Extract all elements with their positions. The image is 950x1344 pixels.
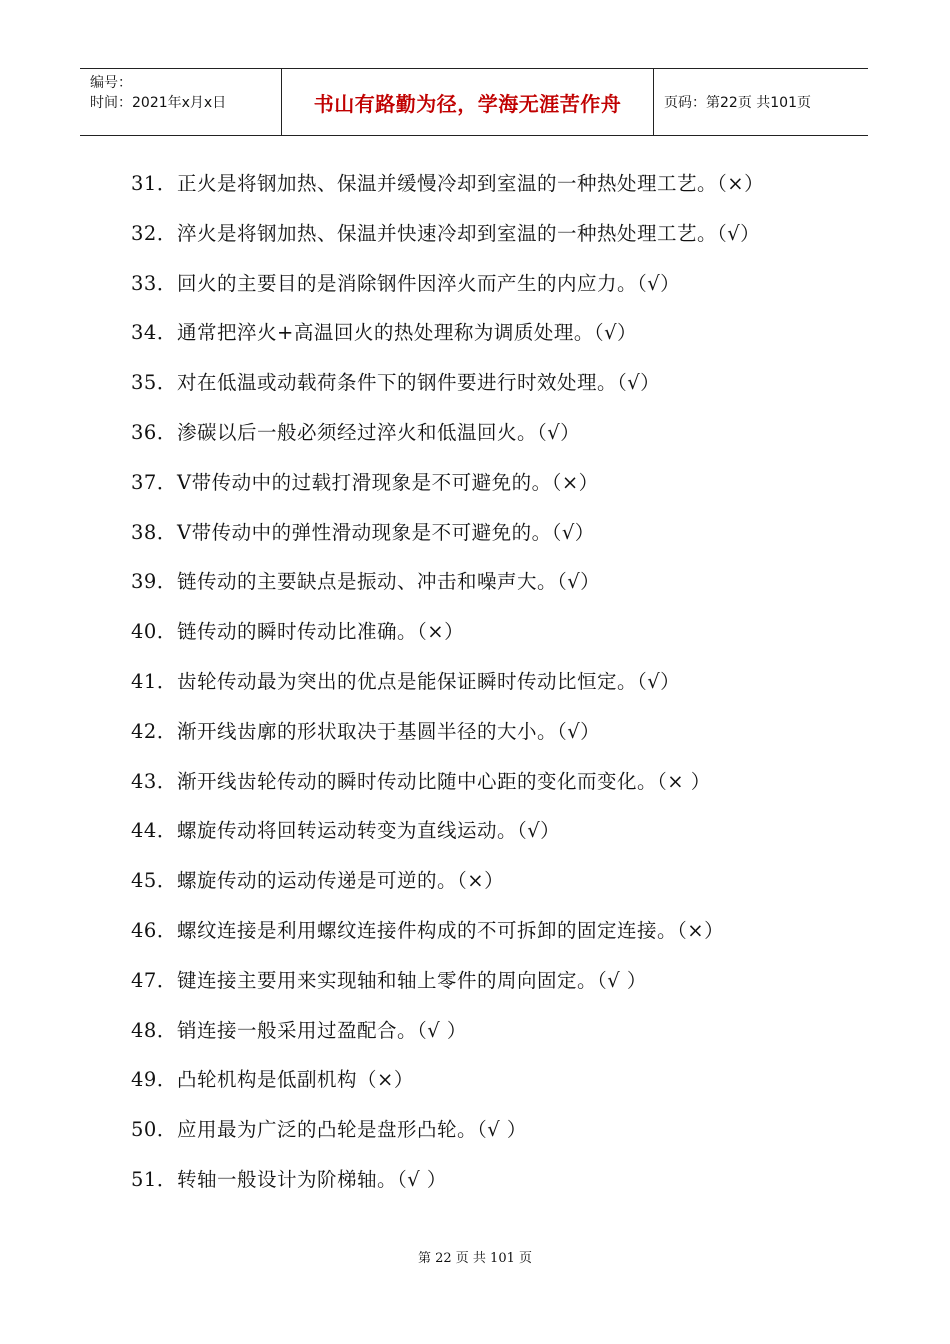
list-item: [131, 1116, 764, 1166]
item-number: 48．: [131, 1018, 177, 1042]
list-item: [131, 768, 764, 818]
item-text: 回火的主要目的是消除钢件因淬火而产生的内应力。（√）: [177, 271, 681, 295]
item-text: 对在低温或动载荷条件下的钢件要进行时效处理。（√）: [177, 371, 661, 395]
item-number: 42．: [131, 719, 177, 743]
list-item: [131, 1166, 764, 1216]
item-number: 36．: [131, 420, 177, 444]
item-text: 螺旋传动的运动传递是可逆的。（×）: [177, 869, 505, 893]
list-item: [131, 917, 764, 967]
header-motto: 书山有路勤为径，学海无涯苦作舟: [313, 91, 622, 116]
item-number: 44．: [131, 819, 177, 843]
item-text: 螺纹连接是利用螺纹连接件构成的不可拆卸的固定连接。（×）: [177, 918, 725, 942]
item-number: 37．: [131, 470, 177, 494]
item-text: 链传动的瞬时传动比准确。（×）: [177, 620, 465, 644]
header-meta-cell: [80, 69, 282, 135]
item-text: 渐开线齿廓的形状取决于基圆半径的大小。（√）: [177, 719, 601, 743]
list-item: [131, 1066, 764, 1116]
item-number: 47．: [131, 968, 177, 992]
list-item: [131, 369, 764, 419]
list-item: [131, 519, 764, 569]
item-text: 螺旋传动将回转运动转变为直线运动。（√）: [177, 819, 561, 843]
item-number: 46．: [131, 918, 177, 942]
item-number: 38．: [131, 520, 177, 544]
list-item: [131, 668, 764, 718]
header-motto-cell: [282, 69, 654, 135]
footer-page-number: 第 22 页 共 101 页: [417, 1251, 533, 1266]
item-text: 转轴一般设计为阶梯轴。（√ ）: [177, 1167, 447, 1191]
list-item: [131, 270, 764, 320]
page-footer: [0, 1247, 950, 1266]
item-number: 51．: [131, 1167, 177, 1191]
question-list: [131, 170, 764, 1216]
header-page-code: 页码：第22页 共101页: [664, 95, 811, 111]
list-item: [131, 817, 764, 867]
item-text: 销连接一般采用过盈配合。（√ ）: [177, 1018, 467, 1042]
item-text: 齿轮传动最为突出的优点是能保证瞬时传动比恒定。（√）: [177, 669, 681, 693]
list-item: [131, 867, 764, 917]
item-text: 应用最为广泛的凸轮是盘形凸轮。（√ ）: [177, 1118, 527, 1142]
item-text: 渐开线齿轮传动的瞬时传动比随中心距的变化而变化。（× ）: [177, 769, 711, 793]
list-item: [131, 718, 764, 768]
list-item: [131, 568, 764, 618]
item-text: 渗碳以后一般必须经过淬火和低温回火。（√）: [177, 420, 581, 444]
document-header: [80, 68, 868, 136]
list-item: [131, 220, 764, 270]
item-text: 凸轮机构是低副机构（×）: [177, 1068, 414, 1092]
list-item: [131, 170, 764, 220]
item-number: 33．: [131, 271, 177, 295]
item-text: 链传动的主要缺点是振动、冲击和噪声大。（√）: [177, 570, 601, 594]
list-item: [131, 469, 764, 519]
item-number: 49．: [131, 1068, 177, 1092]
date-label: 时间：2021年x月x日: [90, 95, 227, 111]
item-text: 键连接主要用来实现轴和轴上零件的周向固定。（√ ）: [177, 968, 647, 992]
header-page-cell: [654, 69, 868, 135]
item-text: V带传动中的弹性滑动现象是不可避免的。（√）: [177, 520, 595, 544]
item-number: 40．: [131, 620, 177, 644]
list-item: [131, 319, 764, 369]
list-item: [131, 419, 764, 469]
item-number: 45．: [131, 869, 177, 893]
item-number: 34．: [131, 321, 177, 345]
item-number: 43．: [131, 769, 177, 793]
item-number: 31．: [131, 172, 177, 195]
item-text: V带传动中的过载打滑现象是不可避免的。（×）: [177, 470, 599, 494]
serial-number-label: 编号：: [90, 75, 132, 91]
item-number: 50．: [131, 1118, 177, 1142]
item-text: 淬火是将钢加热、保温并快速冷却到室温的一种热处理工艺。（√）: [177, 221, 761, 245]
list-item: [131, 967, 764, 1017]
item-number: 39．: [131, 570, 177, 594]
item-text: 通常把淬火+高温回火的热处理称为调质处理。（√）: [177, 321, 638, 345]
item-number: 32．: [131, 221, 177, 245]
list-item: [131, 618, 764, 668]
item-number: 35．: [131, 371, 177, 395]
item-number: 41．: [131, 669, 177, 693]
item-text: 正火是将钢加热、保温并缓慢冷却到室温的一种热处理工艺。（×）: [177, 172, 765, 195]
list-item: [131, 1017, 764, 1067]
